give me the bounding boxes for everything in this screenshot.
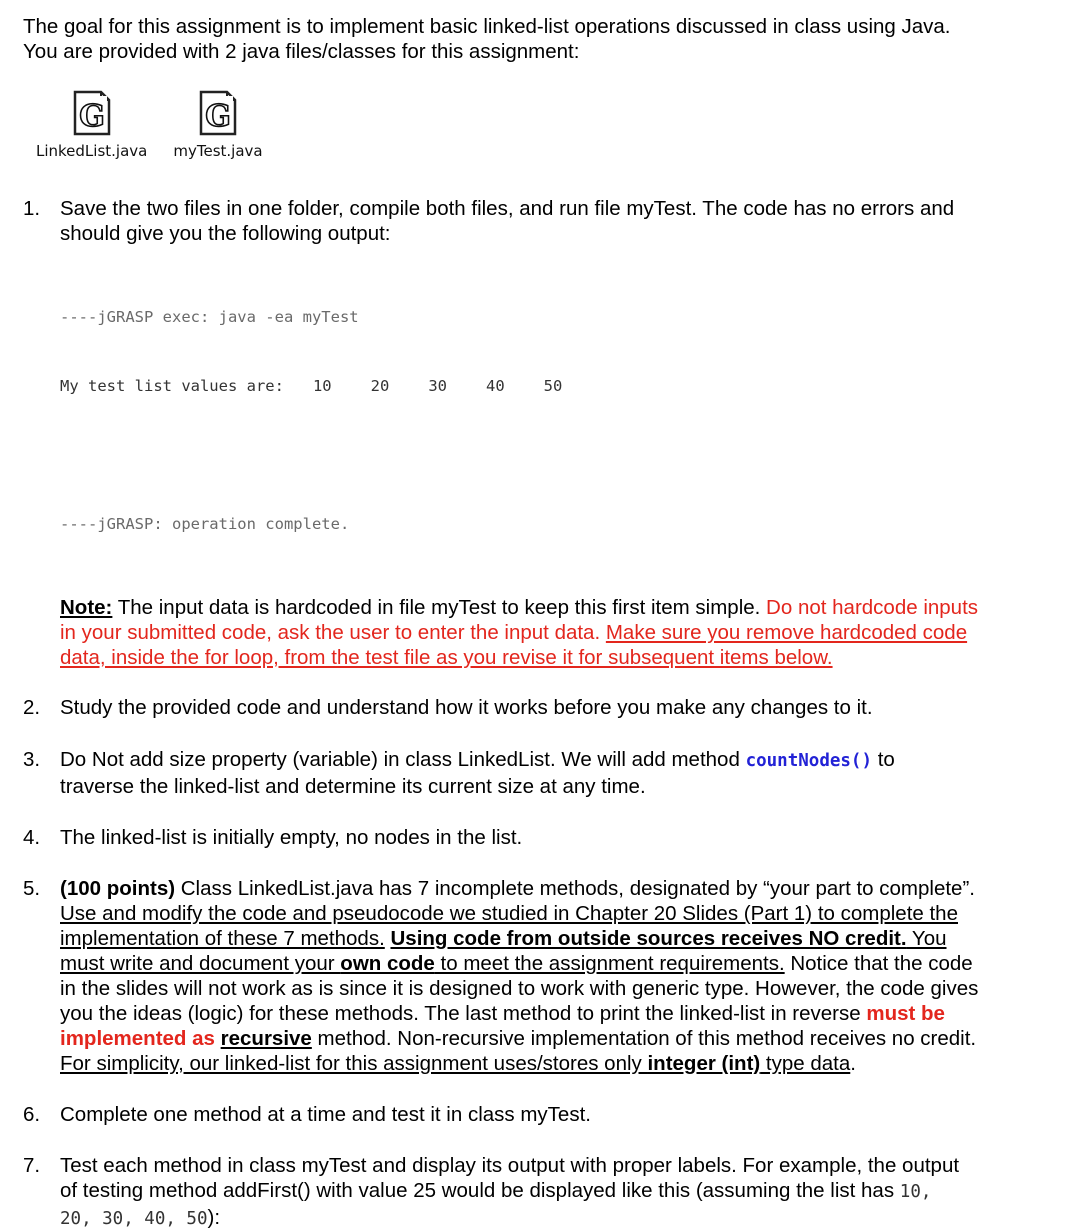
java-file-icon bbox=[72, 90, 112, 136]
list-item-3 bbox=[23, 747, 1063, 799]
list-item-6 bbox=[23, 1102, 1063, 1127]
item-number: 1. bbox=[23, 197, 41, 220]
console-line: ----jGRASP exec: java -ea myTest bbox=[60, 308, 359, 326]
recursive-requirement: must be bbox=[866, 1002, 945, 1025]
console-value: 50 bbox=[543, 377, 563, 395]
inline-code: 20, 30, 40, 50 bbox=[60, 1209, 208, 1229]
item-text: in the slides will not work as is since it is designed to work with generic type. However, the code gives bbox=[60, 977, 979, 1000]
console-label: My test list values are: bbox=[60, 377, 284, 395]
list-item-7 bbox=[23, 1153, 1063, 1232]
item-text: Notice that the code bbox=[784, 952, 973, 975]
item-text: type data bbox=[760, 1052, 851, 1075]
note-warning: Do not hardcode inputs bbox=[766, 596, 979, 619]
svg-text:G: G bbox=[78, 99, 105, 134]
item-text: you the ideas (logic) for these methods. The last method to print the linked-list in reverse bbox=[60, 1002, 867, 1025]
item-text: implementation of these 7 methods. bbox=[60, 927, 385, 950]
item-text: Save the two files in one folder, compile both files, and run file myTest. The code has no errors and bbox=[60, 197, 955, 220]
int-type-emphasis: integer (int) bbox=[647, 1052, 761, 1075]
console-line: ----jGRASP: operation complete. bbox=[60, 515, 350, 533]
intro-line-1: The goal for this assignment is to implement basic linked-list operations discussed in class using Java. bbox=[23, 15, 951, 38]
item-number: 2. bbox=[23, 696, 41, 719]
item-text: to bbox=[872, 748, 895, 771]
item-text: of testing method addFirst() with value 25 would be displayed like this (assuming the list has bbox=[60, 1179, 900, 1202]
item-text: Test each method in class myTest and display its output with proper labels. For example, the output bbox=[60, 1154, 960, 1177]
console-value: 40 bbox=[485, 377, 505, 395]
inline-code: 10, bbox=[899, 1182, 932, 1202]
item-text: Study the provided code and understand how it works before you make any changes to it. bbox=[60, 696, 873, 719]
item-text: traverse the linked-list and determine its current size at any time. bbox=[60, 775, 646, 798]
item-text: The linked-list is initially empty, no nodes in the list. bbox=[60, 826, 523, 849]
item-text: . bbox=[850, 1052, 856, 1075]
intro-line-2: You are provided with 2 java files/classes for this assignment: bbox=[23, 40, 580, 63]
console-value: 20 bbox=[370, 377, 390, 395]
note-label: Note: bbox=[60, 596, 113, 619]
list-item-4 bbox=[23, 825, 1063, 850]
item-text: method. Non-recursive implementation of this method receives no credit. bbox=[311, 1027, 977, 1050]
file-mytest[interactable] bbox=[173, 90, 262, 160]
item-text: ): bbox=[207, 1206, 221, 1229]
file-linkedlist[interactable] bbox=[36, 90, 147, 160]
numbered-list bbox=[23, 196, 1063, 1232]
console-output bbox=[60, 260, 1063, 582]
list-item-5 bbox=[23, 876, 1063, 1076]
note-warning-underlined: data, inside the for loop, from the test file as you revise it for subsequent items below. bbox=[60, 646, 833, 669]
list-item-2 bbox=[23, 695, 1063, 720]
note-text: The input data is hardcoded in file myTest to keep this first item simple. bbox=[112, 596, 767, 619]
console-value: 10 bbox=[312, 377, 332, 395]
no-credit-warning: Using code from outside sources receives NO credit. bbox=[390, 927, 907, 950]
java-file-icon bbox=[198, 90, 238, 136]
item-text: Use and modify the code and pseudocode we studied in Chapter 20 Slides (Part 1) to complete the bbox=[60, 902, 958, 925]
recursive-keyword: recursive bbox=[220, 1027, 312, 1050]
item-number: 5. bbox=[23, 877, 41, 900]
note-warning: in your submitted code, ask the user to enter the input data. bbox=[60, 621, 606, 644]
file-name: LinkedList.java bbox=[36, 142, 148, 160]
item-text: Class LinkedList.java has 7 incomplete methods, designated by “your part to complete”. bbox=[175, 877, 975, 900]
note-warning-underlined: Make sure you remove hardcoded code bbox=[605, 621, 968, 644]
item-number: 4. bbox=[23, 826, 41, 849]
own-code-emphasis: own code bbox=[340, 952, 435, 975]
item-text: Do Not add size property (variable) in class LinkedList. We will add method bbox=[60, 748, 746, 771]
item-number: 6. bbox=[23, 1103, 41, 1126]
item-number: 7. bbox=[23, 1154, 41, 1177]
console-line bbox=[60, 375, 1063, 398]
points-label: (100 points) bbox=[60, 877, 176, 900]
recursive-requirement: implemented as bbox=[60, 1027, 215, 1050]
file-name: myTest.java bbox=[173, 142, 263, 160]
method-name: countNodes() bbox=[745, 751, 872, 771]
item-number: 3. bbox=[23, 748, 41, 771]
item-text: to meet the assignment requirements. bbox=[434, 952, 785, 975]
intro-paragraph bbox=[23, 14, 1053, 64]
item-text: For simplicity, our linked-list for this assignment uses/stores only bbox=[60, 1052, 648, 1075]
item-text: should give you the following output: bbox=[60, 222, 391, 245]
item-text: Complete one method at a time and test it in class myTest. bbox=[60, 1103, 591, 1126]
note-paragraph bbox=[60, 595, 1063, 670]
svg-text:G: G bbox=[205, 99, 231, 134]
console-value: 30 bbox=[428, 377, 447, 395]
attached-files bbox=[36, 90, 263, 160]
item-text: You bbox=[906, 927, 947, 950]
item-text: must write and document your bbox=[60, 952, 341, 975]
list-item-1 bbox=[23, 196, 1063, 670]
